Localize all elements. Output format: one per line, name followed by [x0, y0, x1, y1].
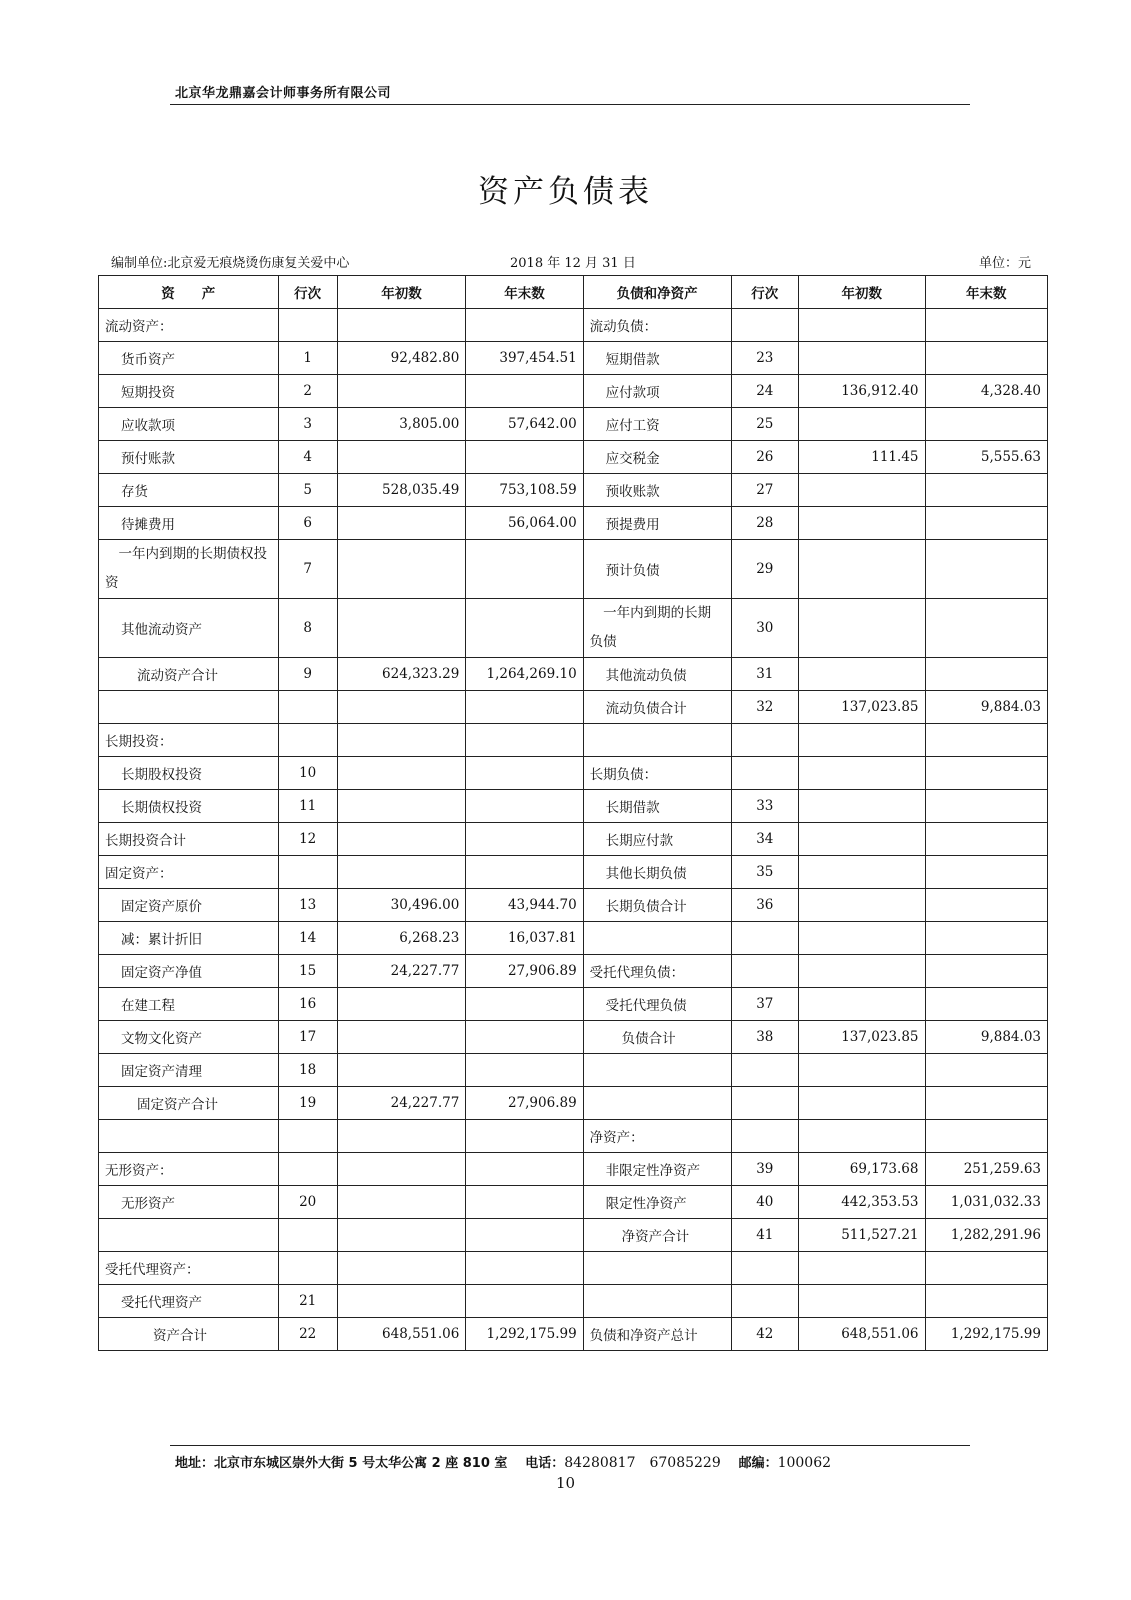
- asset-ending: [466, 1285, 583, 1318]
- liability-label: 应付工资: [583, 408, 731, 441]
- asset-line-no: 9: [278, 658, 337, 691]
- liability-label: 流动负债合计: [583, 691, 731, 724]
- header-ending: 年末数: [925, 276, 1048, 309]
- liability-label: 长期借款: [583, 790, 731, 823]
- asset-ending: [466, 757, 583, 790]
- liability-ending: [925, 1087, 1048, 1120]
- header-ending: 年末数: [466, 276, 583, 309]
- table-row: [99, 1087, 1048, 1120]
- header-liabilities: 负债和净资产: [583, 276, 731, 309]
- asset-beginning: 30,496.00: [337, 889, 466, 922]
- liability-line-no: 27: [731, 474, 798, 507]
- asset-line-no: 17: [278, 1021, 337, 1054]
- asset-ending: [466, 1219, 583, 1252]
- asset-label: 存货: [99, 474, 279, 507]
- liability-label: 受托代理负债：: [583, 955, 731, 988]
- asset-line-no: 4: [278, 441, 337, 474]
- table-row: [99, 691, 1048, 724]
- liability-line-no: 42: [731, 1318, 798, 1351]
- liability-line-no: 29: [731, 540, 798, 599]
- liability-line-no: [731, 1285, 798, 1318]
- table-row: [99, 1054, 1048, 1087]
- liability-label: 一年内到期的长期负债: [583, 599, 731, 658]
- liability-line-no: [731, 1252, 798, 1285]
- table-row: [99, 856, 1048, 889]
- asset-beginning: [337, 724, 466, 757]
- asset-label: 应收款项: [99, 408, 279, 441]
- liability-label: 负债和净资产总计: [583, 1318, 731, 1351]
- liability-beginning: [798, 540, 925, 599]
- liability-label: 其他长期负债: [583, 856, 731, 889]
- liability-line-no: 41: [731, 1219, 798, 1252]
- asset-line-no: 14: [278, 922, 337, 955]
- liability-beginning: 648,551.06: [798, 1318, 925, 1351]
- liability-ending: [925, 823, 1048, 856]
- asset-line-no: [278, 724, 337, 757]
- asset-line-no: 7: [278, 540, 337, 599]
- liability-label: 负债合计: [583, 1021, 731, 1054]
- liability-line-no: 34: [731, 823, 798, 856]
- liability-beginning: [798, 309, 925, 342]
- liability-beginning: 137,023.85: [798, 691, 925, 724]
- asset-line-no: [278, 856, 337, 889]
- phone-label: 电话：: [525, 1456, 565, 1471]
- asset-line-no: [278, 309, 337, 342]
- asset-ending: 43,944.70: [466, 889, 583, 922]
- liability-beginning: [798, 856, 925, 889]
- liability-beginning: [798, 823, 925, 856]
- asset-line-no: 18: [278, 1054, 337, 1087]
- table-row: [99, 1186, 1048, 1219]
- firm-name: 北京华龙鼎嘉会计师事务所有限公司: [175, 86, 392, 101]
- asset-label: 长期投资：: [99, 724, 279, 757]
- asset-line-no: 8: [278, 599, 337, 658]
- asset-label: 无形资产: [99, 1186, 279, 1219]
- liability-ending: [925, 474, 1048, 507]
- asset-label: 资产合计: [99, 1318, 279, 1351]
- asset-line-no: 1: [278, 342, 337, 375]
- liability-beginning: 511,527.21: [798, 1219, 925, 1252]
- liability-label: [583, 1252, 731, 1285]
- asset-beginning: [337, 540, 466, 599]
- table-row: [99, 375, 1048, 408]
- header-beginning: 年初数: [337, 276, 466, 309]
- asset-ending: 57,642.00: [466, 408, 583, 441]
- asset-line-no: 20: [278, 1186, 337, 1219]
- table-row: [99, 1219, 1048, 1252]
- table-row: [99, 309, 1048, 342]
- liability-ending: [925, 507, 1048, 540]
- asset-beginning: [337, 790, 466, 823]
- liability-line-no: [731, 1087, 798, 1120]
- liability-label: 预收账款: [583, 474, 731, 507]
- asset-ending: 1,292,175.99: [466, 1318, 583, 1351]
- asset-beginning: 24,227.77: [337, 955, 466, 988]
- asset-beginning: [337, 1120, 466, 1153]
- table-header-row: [99, 276, 1048, 309]
- asset-label: 固定资产原价: [99, 889, 279, 922]
- asset-ending: [466, 1186, 583, 1219]
- liability-ending: [925, 658, 1048, 691]
- asset-beginning: 624,323.29: [337, 658, 466, 691]
- address: 北京市东城区崇外大街 5 号太华公寓 2 座 810 室: [214, 1456, 508, 1471]
- liability-beginning: [798, 474, 925, 507]
- table-row: [99, 507, 1048, 540]
- asset-line-no: 6: [278, 507, 337, 540]
- asset-label: 流动资产合计: [99, 658, 279, 691]
- liability-beginning: [798, 507, 925, 540]
- asset-ending: [466, 1153, 583, 1186]
- liability-line-no: 38: [731, 1021, 798, 1054]
- asset-line-no: 13: [278, 889, 337, 922]
- liability-label: 其他流动负债: [583, 658, 731, 691]
- asset-label: 固定资产：: [99, 856, 279, 889]
- footer-contact: [175, 1452, 831, 1472]
- asset-label: 流动资产：: [99, 309, 279, 342]
- table-row: [99, 889, 1048, 922]
- liability-line-no: [731, 309, 798, 342]
- asset-beginning: [337, 1219, 466, 1252]
- liability-label: 净资产：: [583, 1120, 731, 1153]
- liability-label: 限定性净资产: [583, 1186, 731, 1219]
- liability-line-no: 25: [731, 408, 798, 441]
- liability-beginning: 69,173.68: [798, 1153, 925, 1186]
- liability-label: 非限定性净资产: [583, 1153, 731, 1186]
- liability-line-no: 33: [731, 790, 798, 823]
- liability-line-no: [731, 757, 798, 790]
- liability-label: 短期借款: [583, 342, 731, 375]
- liability-beginning: [798, 1087, 925, 1120]
- asset-ending: 56,064.00: [466, 507, 583, 540]
- liability-line-no: [731, 922, 798, 955]
- liability-line-no: [731, 724, 798, 757]
- header-line-no: 行次: [278, 276, 337, 309]
- liability-beginning: [798, 922, 925, 955]
- header-rule: [170, 104, 970, 105]
- liability-ending: 1,292,175.99: [925, 1318, 1048, 1351]
- liability-ending: [925, 1120, 1048, 1153]
- asset-label: 一年内到期的长期债权投资: [99, 540, 279, 599]
- asset-label: 固定资产净值: [99, 955, 279, 988]
- liability-ending: 1,282,291.96: [925, 1219, 1048, 1252]
- liability-beginning: [798, 1252, 925, 1285]
- asset-ending: [466, 1054, 583, 1087]
- liability-ending: [925, 1252, 1048, 1285]
- asset-line-no: 11: [278, 790, 337, 823]
- liability-ending: [925, 342, 1048, 375]
- liability-label: [583, 1087, 731, 1120]
- asset-ending: [466, 309, 583, 342]
- asset-label: 预付账款: [99, 441, 279, 474]
- asset-line-no: [278, 1219, 337, 1252]
- postcode: 100062: [777, 1455, 832, 1471]
- table-row: [99, 441, 1048, 474]
- asset-line-no: 3: [278, 408, 337, 441]
- asset-ending: [466, 724, 583, 757]
- liability-ending: [925, 540, 1048, 599]
- liability-label: 预计负债: [583, 540, 731, 599]
- liability-beginning: [798, 1285, 925, 1318]
- liability-label: 长期应付款: [583, 823, 731, 856]
- liability-ending: 1,031,032.33: [925, 1186, 1048, 1219]
- asset-ending: [466, 856, 583, 889]
- table-row: [99, 474, 1048, 507]
- address-label: 地址：: [175, 1456, 215, 1471]
- asset-label: 长期投资合计: [99, 823, 279, 856]
- liability-ending: 251,259.63: [925, 1153, 1048, 1186]
- table-row: [99, 1021, 1048, 1054]
- liability-line-no: 32: [731, 691, 798, 724]
- table-row: [99, 955, 1048, 988]
- liability-line-no: 28: [731, 507, 798, 540]
- liability-label: 长期负债合计: [583, 889, 731, 922]
- liability-beginning: 136,912.40: [798, 375, 925, 408]
- asset-beginning: [337, 1153, 466, 1186]
- asset-beginning: [337, 441, 466, 474]
- asset-ending: 753,108.59: [466, 474, 583, 507]
- table-row: [99, 1285, 1048, 1318]
- asset-beginning: 3,805.00: [337, 408, 466, 441]
- liability-label: 长期负债：: [583, 757, 731, 790]
- table-row: [99, 1153, 1048, 1186]
- asset-label: 固定资产合计: [99, 1087, 279, 1120]
- liability-line-no: 30: [731, 599, 798, 658]
- liability-label: 应付款项: [583, 375, 731, 408]
- liability-label: [583, 1054, 731, 1087]
- footer-rule: [170, 1445, 970, 1446]
- liability-line-no: 26: [731, 441, 798, 474]
- header-beginning: 年初数: [798, 276, 925, 309]
- asset-line-no: 10: [278, 757, 337, 790]
- asset-ending: [466, 988, 583, 1021]
- asset-line-no: 2: [278, 375, 337, 408]
- table-row: [99, 790, 1048, 823]
- liability-beginning: 111.45: [798, 441, 925, 474]
- liability-ending: [925, 790, 1048, 823]
- liability-ending: 5,555.63: [925, 441, 1048, 474]
- liability-line-no: 36: [731, 889, 798, 922]
- liability-label: 净资产合计: [583, 1219, 731, 1252]
- asset-ending: [466, 540, 583, 599]
- asset-ending: [466, 691, 583, 724]
- asset-beginning: [337, 856, 466, 889]
- asset-ending: 27,906.89: [466, 955, 583, 988]
- liability-ending: [925, 757, 1048, 790]
- asset-ending: [466, 1120, 583, 1153]
- liability-ending: 9,884.03: [925, 1021, 1048, 1054]
- asset-label: 长期债权投资: [99, 790, 279, 823]
- page-number: 10: [555, 1474, 576, 1492]
- asset-line-no: [278, 1153, 337, 1186]
- liability-ending: 9,884.03: [925, 691, 1048, 724]
- page-title: 资产负债表: [478, 174, 653, 210]
- asset-beginning: 6,268.23: [337, 922, 466, 955]
- table-row: [99, 1318, 1048, 1351]
- report-date: 2018 年 12 月 31 日: [510, 256, 636, 271]
- liability-line-no: 37: [731, 988, 798, 1021]
- liability-line-no: 39: [731, 1153, 798, 1186]
- liability-ending: [925, 922, 1048, 955]
- liability-beginning: [798, 408, 925, 441]
- header-assets: 资 产: [99, 276, 279, 309]
- asset-beginning: [337, 507, 466, 540]
- liability-ending: [925, 955, 1048, 988]
- asset-ending: 1,264,269.10: [466, 658, 583, 691]
- table-body: [99, 309, 1048, 1351]
- asset-ending: [466, 823, 583, 856]
- asset-beginning: 528,035.49: [337, 474, 466, 507]
- asset-beginning: 92,482.80: [337, 342, 466, 375]
- header-line-no: 行次: [731, 276, 798, 309]
- asset-beginning: [337, 1252, 466, 1285]
- liability-ending: [925, 856, 1048, 889]
- liability-beginning: [798, 889, 925, 922]
- liability-line-no: 31: [731, 658, 798, 691]
- asset-line-no: [278, 1252, 337, 1285]
- asset-beginning: [337, 375, 466, 408]
- table-row: [99, 1252, 1048, 1285]
- table-row: [99, 988, 1048, 1021]
- asset-label: 长期股权投资: [99, 757, 279, 790]
- liability-label: 流动负债：: [583, 309, 731, 342]
- asset-line-no: 16: [278, 988, 337, 1021]
- asset-ending: [466, 790, 583, 823]
- asset-ending: [466, 375, 583, 408]
- asset-beginning: [337, 1186, 466, 1219]
- asset-beginning: [337, 1054, 466, 1087]
- asset-beginning: 648,551.06: [337, 1318, 466, 1351]
- liability-beginning: [798, 658, 925, 691]
- asset-label: [99, 691, 279, 724]
- liability-beginning: [798, 955, 925, 988]
- liability-line-no: 23: [731, 342, 798, 375]
- compiling-unit: 编制单位:北京爱无痕烧烫伤康复关爱中心: [111, 256, 350, 271]
- liability-label: 应交税金: [583, 441, 731, 474]
- table-row: [99, 408, 1048, 441]
- liability-ending: [925, 988, 1048, 1021]
- table-row: [99, 599, 1048, 658]
- asset-beginning: [337, 309, 466, 342]
- asset-label: [99, 1120, 279, 1153]
- asset-beginning: [337, 1021, 466, 1054]
- asset-ending: [466, 1252, 583, 1285]
- liability-beginning: 442,353.53: [798, 1186, 925, 1219]
- liability-beginning: 137,023.85: [798, 1021, 925, 1054]
- liability-ending: [925, 599, 1048, 658]
- liability-ending: 4,328.40: [925, 375, 1048, 408]
- liability-label: 受托代理负债: [583, 988, 731, 1021]
- liability-ending: [925, 408, 1048, 441]
- asset-label: 在建工程: [99, 988, 279, 1021]
- asset-ending: [466, 1021, 583, 1054]
- asset-beginning: [337, 599, 466, 658]
- asset-ending: [466, 441, 583, 474]
- liability-beginning: [798, 1054, 925, 1087]
- postcode-label: 邮编：: [738, 1456, 778, 1471]
- table-row: [99, 757, 1048, 790]
- liability-label: [583, 1285, 731, 1318]
- asset-line-no: 22: [278, 1318, 337, 1351]
- liability-label: 预提费用: [583, 507, 731, 540]
- asset-label: 待摊费用: [99, 507, 279, 540]
- asset-ending: 16,037.81: [466, 922, 583, 955]
- liability-ending: [925, 1054, 1048, 1087]
- liability-line-no: 35: [731, 856, 798, 889]
- liability-label: [583, 922, 731, 955]
- asset-beginning: [337, 823, 466, 856]
- balance-sheet-table: [98, 275, 1048, 1351]
- currency-unit: 单位：元: [978, 256, 1031, 271]
- asset-label: [99, 1219, 279, 1252]
- liability-line-no: [731, 1054, 798, 1087]
- liability-label: [583, 724, 731, 757]
- asset-line-no: 21: [278, 1285, 337, 1318]
- asset-beginning: [337, 988, 466, 1021]
- liability-ending: [925, 889, 1048, 922]
- table-row: [99, 823, 1048, 856]
- table-row: [99, 658, 1048, 691]
- table-row: [99, 724, 1048, 757]
- liability-beginning: [798, 988, 925, 1021]
- asset-ending: 397,454.51: [466, 342, 583, 375]
- asset-line-no: [278, 691, 337, 724]
- asset-label: 文物文化资产: [99, 1021, 279, 1054]
- liability-line-no: [731, 955, 798, 988]
- asset-ending: [466, 599, 583, 658]
- asset-label: 其他流动资产: [99, 599, 279, 658]
- liability-beginning: [798, 724, 925, 757]
- asset-label: 货币资产: [99, 342, 279, 375]
- liability-line-no: 40: [731, 1186, 798, 1219]
- liability-beginning: [798, 757, 925, 790]
- liability-beginning: [798, 790, 925, 823]
- liability-beginning: [798, 1120, 925, 1153]
- table-row: [99, 540, 1048, 599]
- liability-beginning: [798, 342, 925, 375]
- asset-beginning: [337, 1285, 466, 1318]
- asset-label: 短期投资: [99, 375, 279, 408]
- liability-line-no: 24: [731, 375, 798, 408]
- asset-label: 固定资产清理: [99, 1054, 279, 1087]
- asset-label: 减：累计折旧: [99, 922, 279, 955]
- asset-line-no: 5: [278, 474, 337, 507]
- phone: 84280817 67085229: [564, 1455, 721, 1471]
- asset-beginning: 24,227.77: [337, 1087, 466, 1120]
- asset-label: 受托代理资产：: [99, 1252, 279, 1285]
- table-row: [99, 1120, 1048, 1153]
- asset-beginning: [337, 691, 466, 724]
- table-row: [99, 922, 1048, 955]
- asset-ending: 27,906.89: [466, 1087, 583, 1120]
- asset-beginning: [337, 757, 466, 790]
- table-row: [99, 342, 1048, 375]
- asset-label: 无形资产：: [99, 1153, 279, 1186]
- liability-line-no: [731, 1120, 798, 1153]
- liability-ending: [925, 724, 1048, 757]
- asset-line-no: 15: [278, 955, 337, 988]
- liability-ending: [925, 1285, 1048, 1318]
- asset-label: 受托代理资产: [99, 1285, 279, 1318]
- asset-line-no: 19: [278, 1087, 337, 1120]
- asset-line-no: [278, 1120, 337, 1153]
- liability-ending: [925, 309, 1048, 342]
- liability-beginning: [798, 599, 925, 658]
- asset-line-no: 12: [278, 823, 337, 856]
